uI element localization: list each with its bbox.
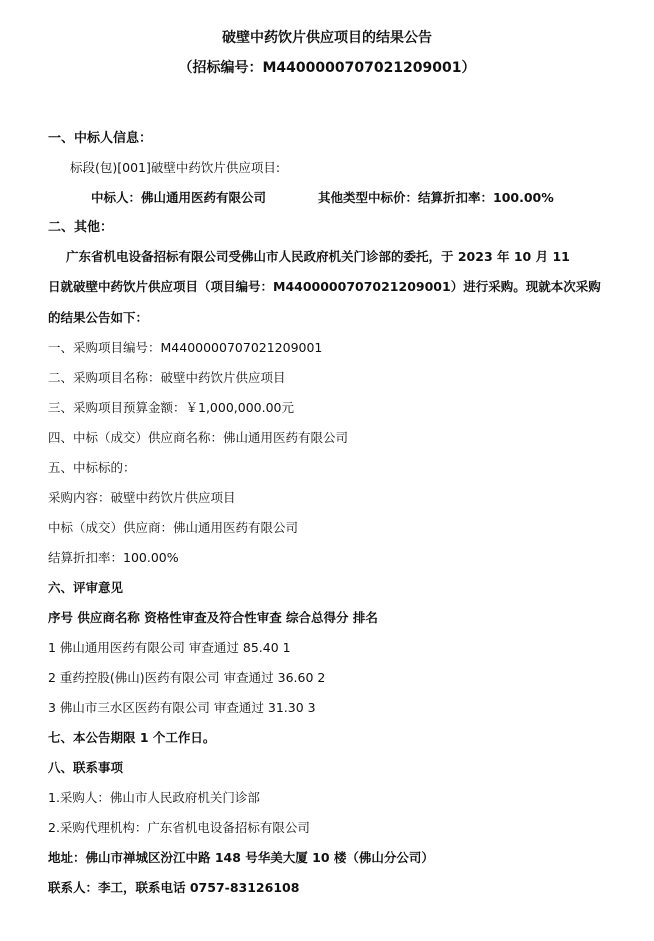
review-table-header: 序号 供应商名称 资格性审查及符合性审查 综合总得分 排名 bbox=[48, 610, 378, 625]
procurement-content: 采购内容：破壁中药饮片供应项目 bbox=[48, 490, 236, 505]
table-row: 3 佛山市三水区医药有限公司 审查通过 31.30 3 bbox=[48, 700, 316, 715]
winning-supplier-name: 四、中标（成交）供应商名称：佛山通用医药有限公司 bbox=[48, 430, 349, 445]
agency-address: 地址：佛山市禅城区汾江中路 148 号华美大厦 10 楼（佛山分公司） bbox=[48, 850, 434, 865]
project-number: 一、采购项目编号：M4400000707021209001 bbox=[48, 340, 323, 355]
project-name: 二、采购项目名称：破壁中药饮片供应项目 bbox=[48, 370, 286, 385]
paragraph-line-2: 日就破壁中药饮片供应项目（项目编号：M4400000707021209001）进行采购。现就本次采购 bbox=[48, 279, 601, 294]
review-heading: 六、评审意见 bbox=[48, 580, 124, 595]
purchaser: 1.采购人：佛山市人民政府机关门诊部 bbox=[48, 790, 260, 805]
winner-price: 其他类型中标价：结算折扣率：100.00% bbox=[318, 190, 554, 205]
document-title: 破壁中药饮片供应项目的结果公告 bbox=[222, 30, 432, 46]
notice-period: 七、本公告期限 1 个工作日。 bbox=[48, 730, 216, 745]
procurement-agency: 2.采购代理机构：广东省机电设备招标有限公司 bbox=[48, 820, 310, 835]
winning-supplier: 中标（成交）供应商：佛山通用医药有限公司 bbox=[48, 520, 299, 535]
table-row: 2 重药控股(佛山)医药有限公司 审查通过 36.60 2 bbox=[48, 670, 326, 685]
winner-name: 中标人：佛山通用医药有限公司 bbox=[91, 190, 267, 205]
contacts-heading: 八、联系事项 bbox=[48, 760, 124, 775]
target-heading: 五、中标标的： bbox=[48, 460, 136, 475]
lot-info: 标段(包)[001]破壁中药饮片供应项目: bbox=[70, 160, 281, 175]
project-budget: 三、采购项目预算金额：￥1,000,000.00元 bbox=[48, 400, 294, 415]
paragraph-line-3: 的结果公告如下： bbox=[48, 310, 149, 325]
document-subtitle: （招标编号：M4400000707021209001） bbox=[178, 60, 476, 76]
contact-person: 联系人：李工，联系电话 0757-83126108 bbox=[48, 880, 300, 895]
section1-heading: 一、中标人信息： bbox=[48, 131, 153, 146]
settlement-discount: 结算折扣率：100.00% bbox=[48, 550, 179, 565]
table-row: 1 佛山通用医药有限公司 审查通过 85.40 1 bbox=[48, 640, 291, 655]
section2-heading: 二、其他： bbox=[48, 220, 114, 235]
paragraph-line-1: 广东省机电设备招标有限公司受佛山市人民政府机关门诊部的委托，于 2023 年 10 月 11 bbox=[66, 249, 570, 264]
